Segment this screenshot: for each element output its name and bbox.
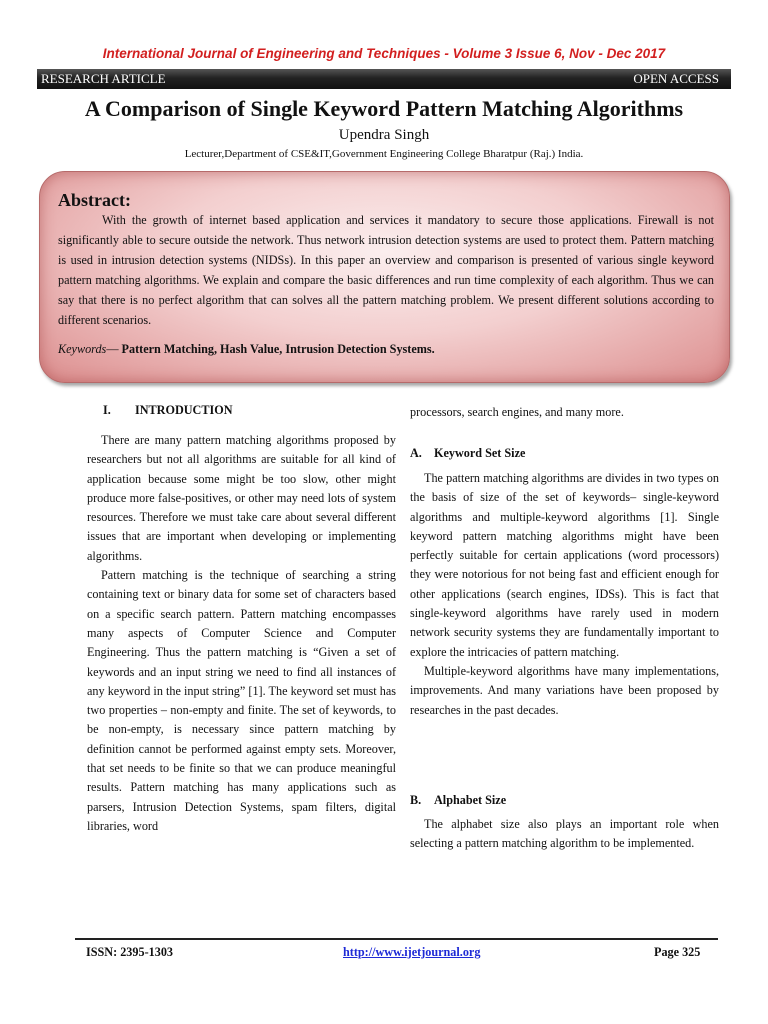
footer-issn: ISSN: 2395-1303 [86,945,174,959]
section-number: I. [103,403,111,417]
keywords-line [58,342,714,357]
keywords-text: Pattern Matching, Hash Value, Intrusion Detection Systems. [121,342,435,356]
subsection-heading-alphabet-size [410,793,506,808]
open-access-label: OPEN ACCESS [633,71,719,86]
footer-page-number: Page 325 [654,945,701,959]
subsection-number: A. [410,446,422,460]
author-affiliation: Lecturer,Department of CSE&IT,Government Engineering College Bharatpur (Raj.) India. [184,148,584,160]
article-type-band [37,69,731,89]
right-column-top [410,403,719,422]
abstract-heading: Abstract: [58,190,131,210]
author-name: Upendra Singh [338,127,430,143]
section-title: INTRODUCTION [135,403,233,417]
section-heading-introduction [103,403,233,418]
subsection-heading-keyword-set-size [410,446,525,461]
left-column [87,431,396,836]
footer-journal-link[interactable]: http://www.ijetjournal.org [343,945,481,959]
intro-paragraph-1: There are many pattern matching algorithms proposed by researchers but not all algorithms are suitable for all kind of application because some might be too slow, other might produce more false-positives, or other may need lots of system resources. Therefore we must take care about several different issues that are important when developing or implementing algorithms. [87,433,396,563]
alphabet-size-paragraph: The alphabet size also plays an important role when selecting a pattern matching algorithm to be implemented. [410,817,719,851]
keyword-set-paragraph-2: Multiple-keyword algorithms have many implementations, improvements. And many variations have been proposed by researches in the past decades. [410,663,719,717]
journal-header: International Journal of Engineering and Techniques - Volume 3 Issue 6, Nov - Dec 2017 [102,46,666,61]
keyword-set-size-body [410,469,719,720]
subsection-title: Alphabet Size [434,793,507,807]
keywords-separator: — [106,342,122,356]
intro-paragraph-2-continued: processors, search engines, and many more. [410,405,624,419]
subsection-number: B. [410,793,422,807]
abstract-text: With the growth of internet based application and services it mandatory to secure those applications. Firewall is not significantly able to secure outside the network. Thus network intrusion detection systems are used to protect them. Pattern matching is used in intrusion detection systems (NIDSs). In this paper an overview and comparison is presented of various single keyword pattern matching algorithms. We explain and compare the basic differences and run time complexity of each algorithm. Thus we can say that there is no perfect algorithm that can solves all the pattern matching problem. We present different solutions according to different scenarios. [58,213,714,327]
research-article-label: RESEARCH ARTICLE [41,71,166,86]
keywords-label: Keywords [58,342,107,356]
paper-title: A Comparison of Single Keyword Pattern Matching Algorithms [84,96,684,121]
keyword-set-paragraph-1: The pattern matching algorithms are divides in two types on the basis of size of the set of keywords– single-keyword algorithms and multiple-keyword algorithms [1]. Single keyword pattern matching algorithms might have been perfectly suitable for certain applications (word processors) they were notorious for not being fast and efficient enough for other applications (search engines, IDSs). This is fact that single-keyword algorithms have rarely used in modern network security systems they are fundamentally important to explore the intricacies of pattern matching. [410,471,719,659]
subsection-title: Keyword Set Size [434,446,526,460]
alphabet-size-body [410,815,719,854]
intro-paragraph-2: Pattern matching is the technique of searching a string containing text or binary data for some set of characters based on a specific search pattern. Pattern matching encompasses many aspects of Computer Science and Computer Engineering. Thus the pattern matching is “Given a set of keywords and an input string we need to find all instances of any keyword in the input string” [1]. The keyword set must has two properties – non-empty and finite. The set of keywords, to be non-empty, is necessary since pattern matching by definition cannot be performed against empty sets. Moreover, that set needs to be finite so that we can produce meaningful results. Pattern matching has many applications such as parsers, Intrusion Detection Systems, spam filters, digital libraries, word [87,568,396,833]
footer-rule [75,938,718,940]
